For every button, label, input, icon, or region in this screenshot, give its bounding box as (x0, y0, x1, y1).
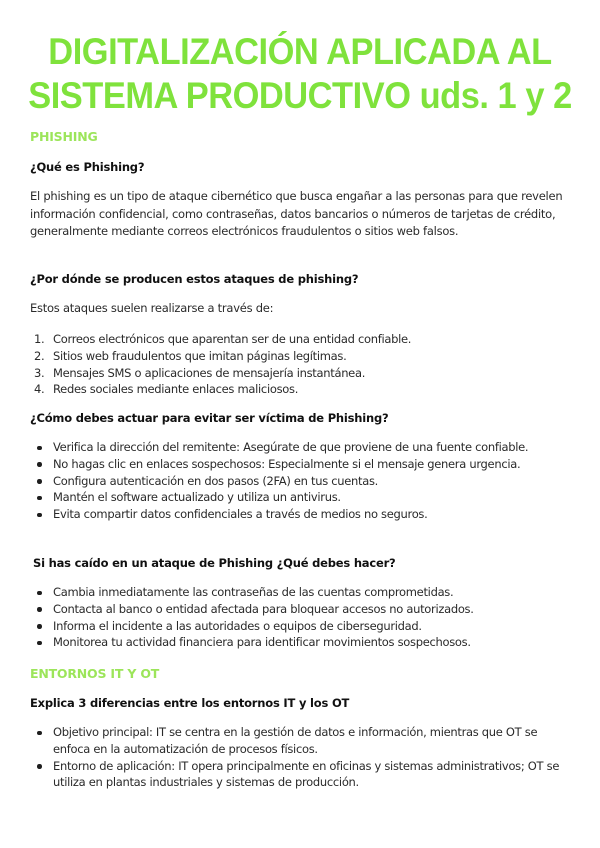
list-item: Entorno de aplicación: IT opera principalmente en oficinas y sistemas administrativos; OT se utiliza en plantas industriales y sistemas de producción. (30, 758, 575, 792)
list-item: Informa el incidente a las autoridades o equipos de ciberseguridad. (30, 618, 575, 635)
bullet-icon (37, 446, 42, 451)
list-item: Contacta al banco o entidad afectada para bloquear accesos no autorizados. (30, 601, 575, 618)
bullet-icon (37, 641, 42, 646)
channels-intro: Estos ataques suelen realizarse a través de: (30, 301, 274, 315)
list-item: Evita compartir datos confidenciales a través de medios no seguros. (30, 506, 575, 523)
bullet-icon (37, 764, 42, 769)
bullet-icon (37, 591, 42, 596)
channels-list (30, 331, 575, 398)
differences-list (30, 724, 575, 791)
page-title-line-1: DIGITALIZACIÓN APLICADA AL (48, 31, 552, 72)
list-item: 4. Redes sociales mediante enlaces maliciosos. (34, 382, 299, 397)
phishing-definition: El phishing es un tipo de ataque cibernético que busca engañar a las personas para que revelen información confidencial, como contraseñas, datos bancarios o números de tarjetas de crédito, generalmente mediante correos electrónicos fraudulentos o sitios web falsos. (30, 189, 563, 238)
bullet-icon (37, 479, 42, 484)
prevention-list (30, 439, 575, 523)
section-heading-phishing: PHISHING (30, 129, 98, 144)
list-item: Configura autenticación en dos pasos (2FA) en tus cuentas. (30, 473, 575, 490)
bullet-icon (37, 462, 42, 467)
list-item: Verifica la dirección del remitente: Asegúrate de que proviene de una fuente confiable. (30, 439, 575, 456)
bullet-icon (37, 731, 42, 736)
list-item: 3. Mensajes SMS o aplicaciones de mensajería instantánea. (34, 365, 366, 380)
list-item: 1. Correos electrónicos que aparentan ser de una entidad confiable. (34, 332, 412, 346)
bullet-icon (37, 496, 42, 501)
list-item: 2. Sitios web fraudulentos que imitan páginas legítimas. (34, 348, 347, 363)
bullet-icon (37, 513, 42, 518)
section-heading-entornos: ENTORNOS IT Y OT (30, 666, 160, 681)
question-what-to-do: Si has caído en un ataque de Phishing ¿Qué debes hacer? (33, 556, 396, 570)
page-title-line-2: SISTEMA PRODUCTIVO uds. 1 y 2 (28, 75, 572, 116)
bullet-icon (37, 624, 42, 629)
question-where-phishing: ¿Por dónde se producen estos ataques de phishing? (30, 272, 359, 286)
question-what-is-phishing: ¿Qué es Phishing? (30, 160, 145, 174)
page-title (21, 30, 579, 118)
list-item: Cambia inmediatamente las contraseñas de las cuentas comprometidas. (30, 584, 575, 601)
list-item: Monitorea tu actividad financiera para identificar movimientos sospechosos. (30, 634, 575, 651)
list-item: Objetivo principal: IT se centra en la gestión de datos e información, mientras que OT se enfoca en la automatización de procesos físicos. (30, 724, 575, 758)
list-item: No hagas clic en enlaces sospechosos: Especialmente si el mensaje genera urgencia. (30, 456, 575, 473)
bullet-icon (37, 607, 42, 612)
question-differences-it-ot: Explica 3 diferencias entre los entornos IT y los OT (30, 696, 350, 710)
question-how-to-avoid: ¿Cómo debes actuar para evitar ser víctima de Phishing? (30, 411, 389, 425)
list-item: Mantén el software actualizado y utiliza un antivirus. (30, 489, 575, 506)
response-list (30, 584, 575, 651)
